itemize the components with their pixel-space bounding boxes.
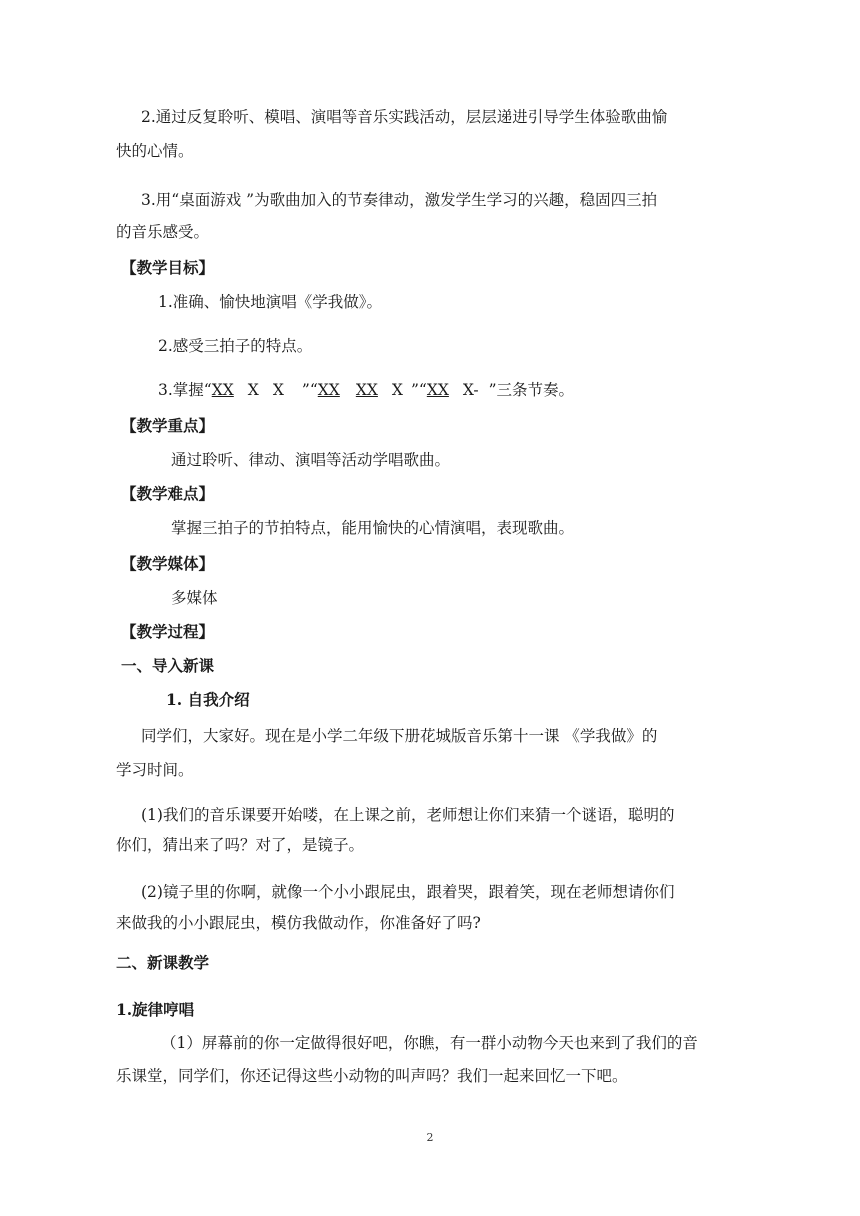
process-subheading-1: 1. 自我介绍 bbox=[166, 690, 250, 709]
paragraph-line: (2)镜子里的你啊，就像一个小小跟屁虫，跟着哭，跟着笑，现在老师想请你们 bbox=[141, 883, 675, 901]
rhythm-separator: ”“ bbox=[410, 381, 427, 399]
paragraph-line: (1)我们的音乐课要开始喽，在上课之前，老师想让你们来猜一个谜语，聪明的 bbox=[141, 806, 675, 824]
paragraph-line: 3.用“桌面游戏 ”为歌曲加入的节奏律动，激发学生学习的兴趣，稳固四三拍 bbox=[141, 191, 658, 209]
process-section-2: 二、新课教学 bbox=[116, 953, 210, 972]
process-section-1: 一、导入新课 bbox=[121, 656, 215, 675]
paragraph-line: 来做我的小小跟屁虫，模仿我做动作，你准备好了吗? bbox=[116, 914, 481, 932]
section-heading-media: 【教学媒体】 bbox=[121, 554, 215, 573]
media-text: 多媒体 bbox=[171, 589, 218, 607]
goal-item-2: 2.感受三拍子的特点。 bbox=[158, 337, 313, 355]
section-heading-process: 【教学过程】 bbox=[121, 622, 215, 641]
process-subheading-2: 1.旋律哼唱 bbox=[116, 1000, 195, 1019]
paragraph-line: 同学们，大家好。现在是小学二年级下册花城版音乐第十一课 《学我做》的 bbox=[141, 727, 658, 745]
rhythm-note: XX bbox=[426, 381, 449, 399]
rhythm-separator: ”“ bbox=[301, 381, 318, 399]
page-number: 2 bbox=[426, 1131, 434, 1144]
paragraph-line: 乐课堂，同学们，你还记得这些小动物的叫声吗？我们一起来回忆一下吧。 bbox=[116, 1067, 628, 1085]
paragraph-line: 学习时间。 bbox=[116, 761, 194, 779]
paragraph-line: 的音乐感受。 bbox=[116, 223, 210, 241]
rhythm-note: X- bbox=[462, 381, 479, 399]
rhythm-note: XX bbox=[355, 381, 378, 399]
rhythm-note: X bbox=[272, 381, 284, 399]
section-heading-key-points: 【教学重点】 bbox=[121, 416, 215, 435]
section-heading-difficulties: 【教学难点】 bbox=[121, 484, 215, 503]
paragraph-line: 你们，猜出来了吗？对了，是镜子。 bbox=[116, 836, 365, 854]
section-heading-goals: 【教学目标】 bbox=[121, 258, 215, 277]
paragraph-line: 2.通过反复聆听、模唱、演唱等音乐实践活动，层层递进引导学生体验歌曲愉 bbox=[141, 108, 668, 126]
rhythm-note: XX bbox=[211, 381, 234, 399]
difficulties-text: 掌握三拍子的节拍特点，能用愉快的心情演唱，表现歌曲。 bbox=[171, 519, 575, 537]
goal-item-1: 1.准确、愉快地演唱《学我做》。 bbox=[158, 293, 383, 311]
goal-item-3 bbox=[158, 380, 574, 401]
paragraph-line: 快的心情。 bbox=[116, 142, 194, 160]
rhythm-note: XX bbox=[317, 381, 340, 399]
rhythm-suffix: ”三条节奏。 bbox=[488, 381, 575, 399]
paragraph-line: （1）屏幕前的你一定做得很好吧，你瞧，有一群小动物今天也来到了我们的音 bbox=[161, 1034, 698, 1052]
key-points-text: 通过聆听、律动、演唱等活动学唱歌曲。 bbox=[171, 451, 451, 469]
rhythm-note: X bbox=[391, 381, 403, 399]
rhythm-prefix: 3.掌握“ bbox=[158, 381, 212, 399]
rhythm-note: X bbox=[247, 381, 259, 399]
